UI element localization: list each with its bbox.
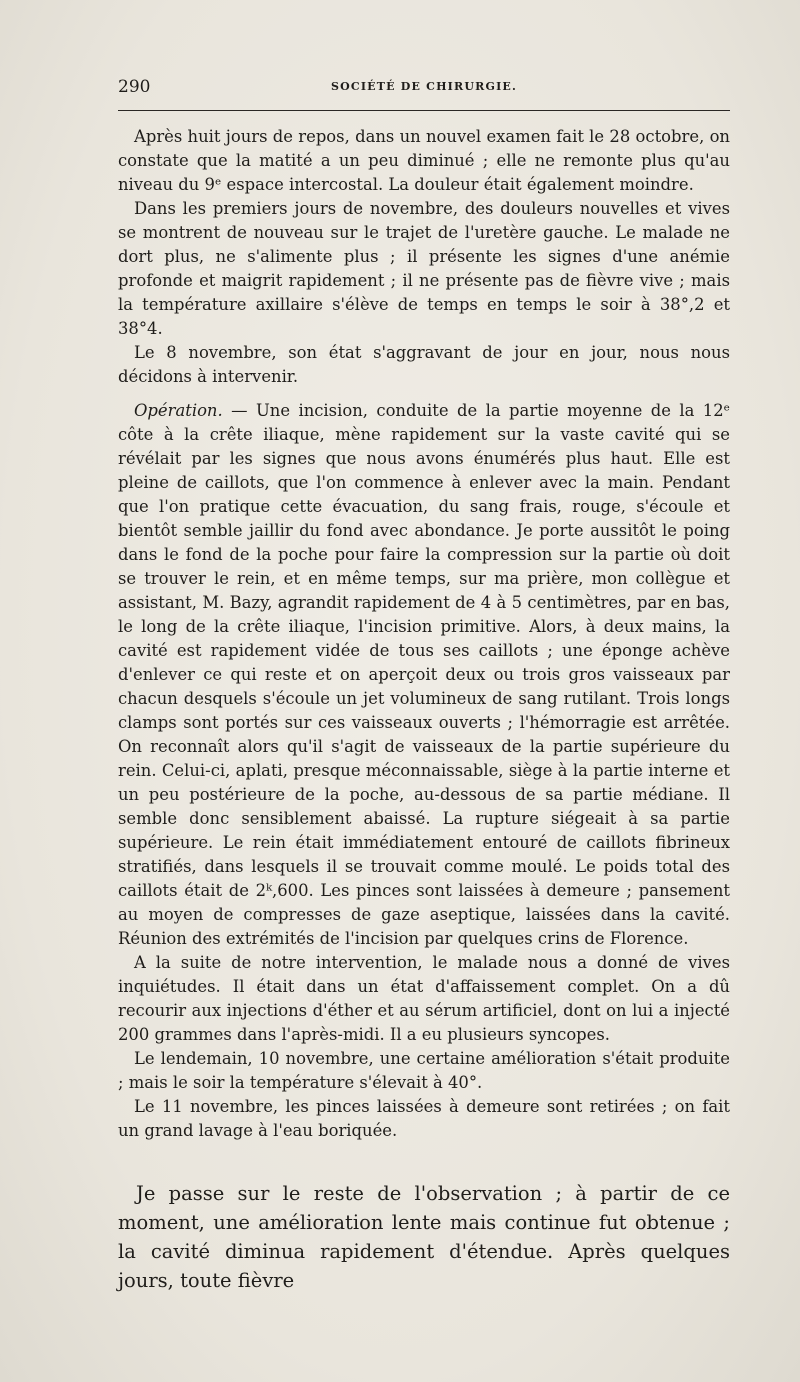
paragraph: Le 11 novembre, les pinces laissées à demeure sont retirées ; on fait un grand lavage à l'eau boriquée. xyxy=(118,1097,730,1140)
running-title: SOCIÉTÉ DE CHIRURGIE. xyxy=(330,80,518,93)
paragraph: Après huit jours de repos, dans un nouvel examen fait le 28 octobre, on constate que la matité a un peu diminué ; elle ne remonte plus qu'au niveau du 9ᵉ espace intercostal. La douleur était également moindre. xyxy=(118,127,730,194)
paragraph: A la suite de notre intervention, le malade nous a donné de vives inquiétudes. Il était dans un état d'affaissement complet. On a dû recourir aux injections d'éther et au sérum artificiel, dont on lui a injecté 200 grammes dans l'après-midi. Il a eu plusieurs syncopes. xyxy=(118,953,730,1044)
header-rule xyxy=(118,110,730,111)
paragraph: Le lendemain, 10 novembre, une certaine amélioration s'était produite ; mais le soir la température s'élevait à 40°. xyxy=(118,1049,730,1092)
paragraph: Dans les premiers jours de novembre, des douleurs nouvelles et vives se montrent de nouveau sur le trajet de l'uretère gauche. Le malade ne dort plus, ne s'alimente plus ; il présente les signes d'une anémie profonde et maigrit rapidement ; il ne présente pas de fièvre vive ; mais la température axillaire s'élève de temps en temps le soir à 38°,2 et 38°4. xyxy=(118,199,730,338)
paragraph: Le 8 novembre, son état s'aggravant de jour en jour, nous nous décidons à intervenir. xyxy=(118,343,730,386)
section-label: Opération. xyxy=(134,401,223,420)
paragraph: Je passe sur le reste de l'observation ; à partir de ce moment, une amélioration lente mais continue fut obtenue ; la cavité diminua rapidement d'étendue. Après quelques jours, toute fièvre xyxy=(118,1182,730,1292)
main-text xyxy=(118,125,730,1143)
running-head xyxy=(118,77,730,101)
paragraph-operation xyxy=(118,399,730,951)
continuation-text xyxy=(118,1179,730,1295)
paragraph-text: — Une incision, conduite de la partie moyenne de la 12ᵉ côte à la crête iliaque, mène rapidement sur la vaste cavité qui se révélait par les signes que nous avons énumérés plus haut. Elle est pleine de caillots, que l'on commence à enlever avec la main. Pendant que l'on pratique cette évacuation, du sang frais, rouge, s'écoule et bientôt semble jaillir du fond avec abondance. Je porte aussitôt le poing dans le fond de la poche pour faire la compression sur la partie où doit se trouver le rein, et en même temps, sur ma prière, mon collègue et assistant, M. Bazy, agrandit rapidement de 4 à 5 centimètres, par en bas, le long de la crête iliaque, l'incision primitive. Alors, à deux mains, la cavité est rapidement vidée de tous ses caillots ; une éponge achève d'enlever ce qui reste et on aperçoit deux ou trois gros vaisseaux par chacun desquels s'écoule un jet volumineux de sang rutilant. Trois longs clamps sont portés sur ces vaisseaux ouverts ; l'hémorragie est arrêtée. On reconnaît alors qu'il s'agit de vaisseaux de la partie supérieure du rein. Celui-ci, aplati, presque méconnaissable, siège à la partie interne et un peu postérieure de la poche, au-dessous de sa partie médiane. Il semble donc sensiblement abaissé. La rupture siégeait à sa partie supérieure. Le rein était immédiatement entouré de caillots fibrineux stratifiés, dans lesquels il se trouvait comme moulé. Le poids total des caillots était de 2ᵏ,600. Les pinces sont laissées à demeure ; pansement au moyen de compresses de gaze aseptique, laissées dans la cavité. Réunion des extrémités de l'incision par quelques crins de Florence. xyxy=(118,401,730,948)
page-number: 290 xyxy=(118,77,151,97)
